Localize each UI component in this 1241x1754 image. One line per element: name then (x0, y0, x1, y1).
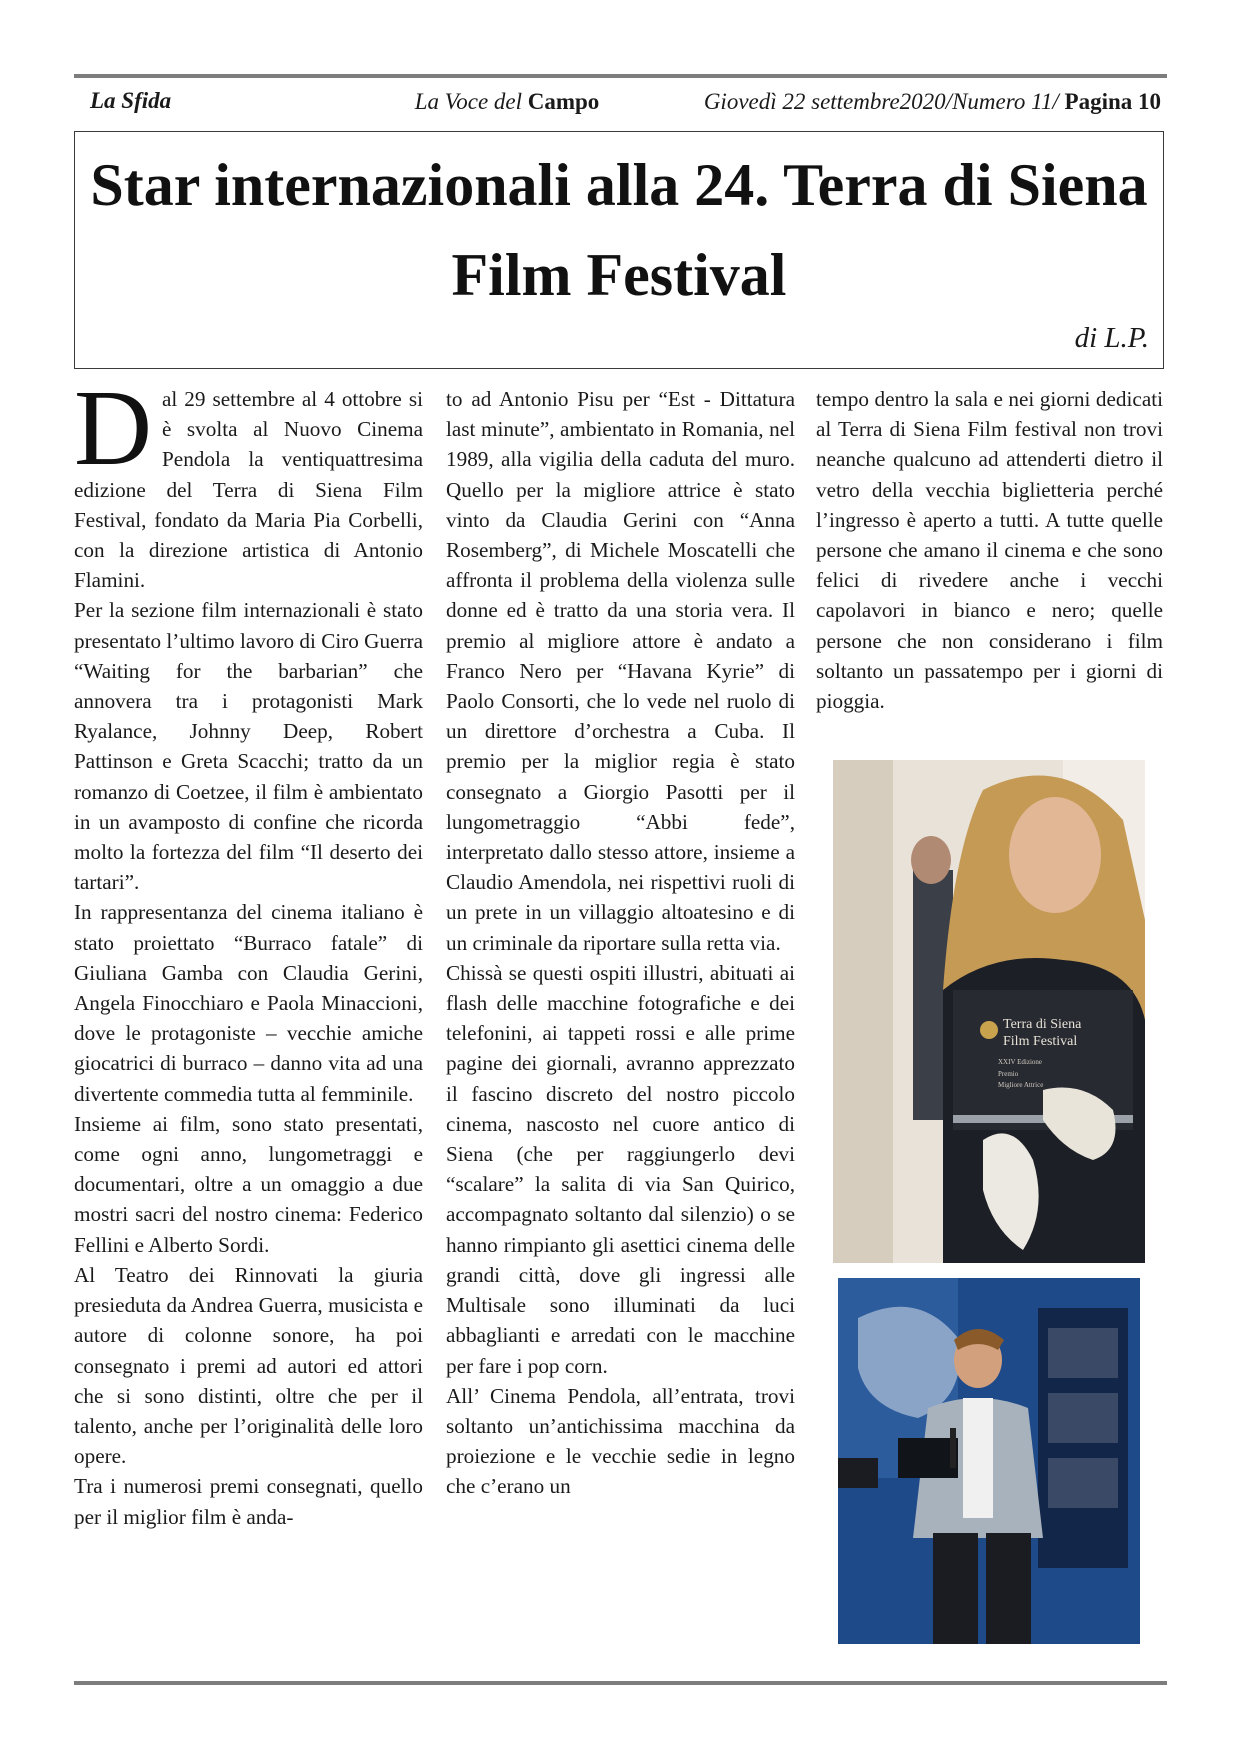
text-column-1 (74, 369, 423, 1532)
photo-director-award (838, 1278, 1140, 1644)
paragraph-5: Al Teatro dei Rinnovati la giuria presieduta da Andrea Guerra, musicista e autore di colonne sonore, ha poi consegnato i premi ad autori ed attori che si sono distinti, oltre che per il talento, anche per l’originalità delle loro opere. (74, 1262, 423, 1469)
photo-director-award-illustration (838, 1278, 1140, 1644)
photo-actress-award-illustration (833, 760, 1145, 1263)
top-rule (74, 74, 1167, 78)
paragraph-6-cont: to ad Antonio Pisu per “Est - Dittatura last minute”, ambientato in Romania, nel 1989, alla vigilia della caduta del muro. Quello per la migliore attrice è stato vinto da Claudia Gerini con “Anna Rosemberg”, di Michele Moscatelli che affronta il problema della violenza sulle donne ed è tratto da una storia vera. Il premio al migliore attore è andato a Franco Nero per “Havana Kyrie” di Paolo Consorti, che lo vede nel ruolo di un direttore d’orchestra a Cuba. Il premio per la miglior regia è stato consegnato a Giorgio Pasotti per il lungometraggio “Abbi fede”, interpretato dallo stesso attore, insieme a Claudio Amendola, nei rispettivi ruoli di un prete in un villaggio altoatesino e di un criminale da riportare sulla retta via. (446, 387, 795, 955)
paragraph-7: Chissà se questi ospiti illustri, abituati ai flash delle macchine fotografiche e dei telefonini, ai tappeti rossi e alle prime pagine dei giornali, avranno apprezzato il fascino discreto del nostro piccolo cinema, nascosto nel cuore antico di Siena (che per raggiungerlo devi “scalare” la salita di via San Quirico, accompagnato soltanto dal silenzio) o se hanno rimpianto gli asettici cinema delle grandi città, dove gli ingressi alle Multisale sono illuminati da luci abbaglianti e arredati con le macchine per fare i pop corn. (446, 960, 795, 1378)
section-name: La Sfida (90, 88, 172, 113)
award-line-4: Premio (998, 1070, 1019, 1078)
bottom-rule (74, 1681, 1167, 1685)
paragraph-3: In rappresentanza del cinema italiano è stato proiettato “Burraco fatale” di Giuliana Gamba con Claudia Gerini, Angela Finocchiaro e Paola Minaccioni, dove le protagoniste – vecchie amiche giocatrici di burraco – danno vita ad una divertente commedia tutta al femminile. (74, 900, 423, 1106)
text-column-2 (446, 384, 795, 1502)
award-line-5: Migliore Attrice (998, 1081, 1044, 1089)
byline: di L.P. (1074, 322, 1149, 354)
paragraph-6: Tra i numerosi premi consegnati, quello per il miglior film è anda- (74, 1474, 423, 1529)
issue-info: Giovedì 22 settembre2020/Numero 11/ Pagina 10 (703, 89, 1161, 114)
page-number: Pagina 10 (1064, 89, 1161, 114)
paragraph-8: All’ Cinema Pendola, all’entrata, trovi soltanto un’antichissima macchina da proiezione e le vecchie sedie in legno che c’erano un (446, 1383, 795, 1499)
article-title: Star internazionali alla 24. Terra di Siena Film Festival (90, 152, 1148, 308)
drop-cap: D (74, 369, 152, 488)
paragraph-2: Per la sezione film internazionali è stato presentato l’ultimo lavoro di Ciro Guerra “Waiting for the barbarian” che annovera tra i protagonisti Mark Ryalance, Johnny Deep, Robert Pattinson e Greta Scacchi; tratto da un romanzo di Coetzee, il film è ambientato in un avamposto di confine che ricorda molto la fortezza del film “Il deserto dei tartari”. (74, 598, 423, 895)
title-box (74, 131, 1164, 369)
award-line-2: Film Festival (1003, 1034, 1078, 1049)
paragraph-8-cont: tempo dentro la sala e nei giorni dedicati al Terra di Siena Film festival non trovi neanche qualcuno ad attenderti dietro il vetro della vecchia biglietteria perché l’ingresso è aperto a tutti. A tutte quelle persone che amano il cinema e che sono felici di rivedere anche i vecchi capolavori in bianco e nero; quelle persone che non considerano i film soltanto un passatempo per i giorni di pioggia. (816, 387, 1163, 714)
text-column-3 (816, 384, 1163, 716)
paragraph-4: Insieme ai film, sono stato presentati, come ogni anno, lungometraggi e documentari, oltre a un omaggio a due mostri sacri del nostro cinema: Federico Fellini e Alberto Sordi. (74, 1111, 423, 1257)
photo-actress-award (833, 760, 1145, 1263)
paragraph-1: Dal 29 settembre al 4 ottobre si è svolta al Nuovo Cinema Pendola la ventiquattresima edizione del Terra di Siena Film Festival, fondato da Maria Pia Corbelli, con la direzione artistica di Antonio Flamini. (74, 369, 423, 593)
page-header (74, 84, 1167, 120)
award-line-3: XXIV Edizione (998, 1058, 1042, 1066)
newspaper-name: La Voce del Campo (414, 89, 600, 114)
award-line-1: Terra di Siena (1003, 1017, 1082, 1032)
